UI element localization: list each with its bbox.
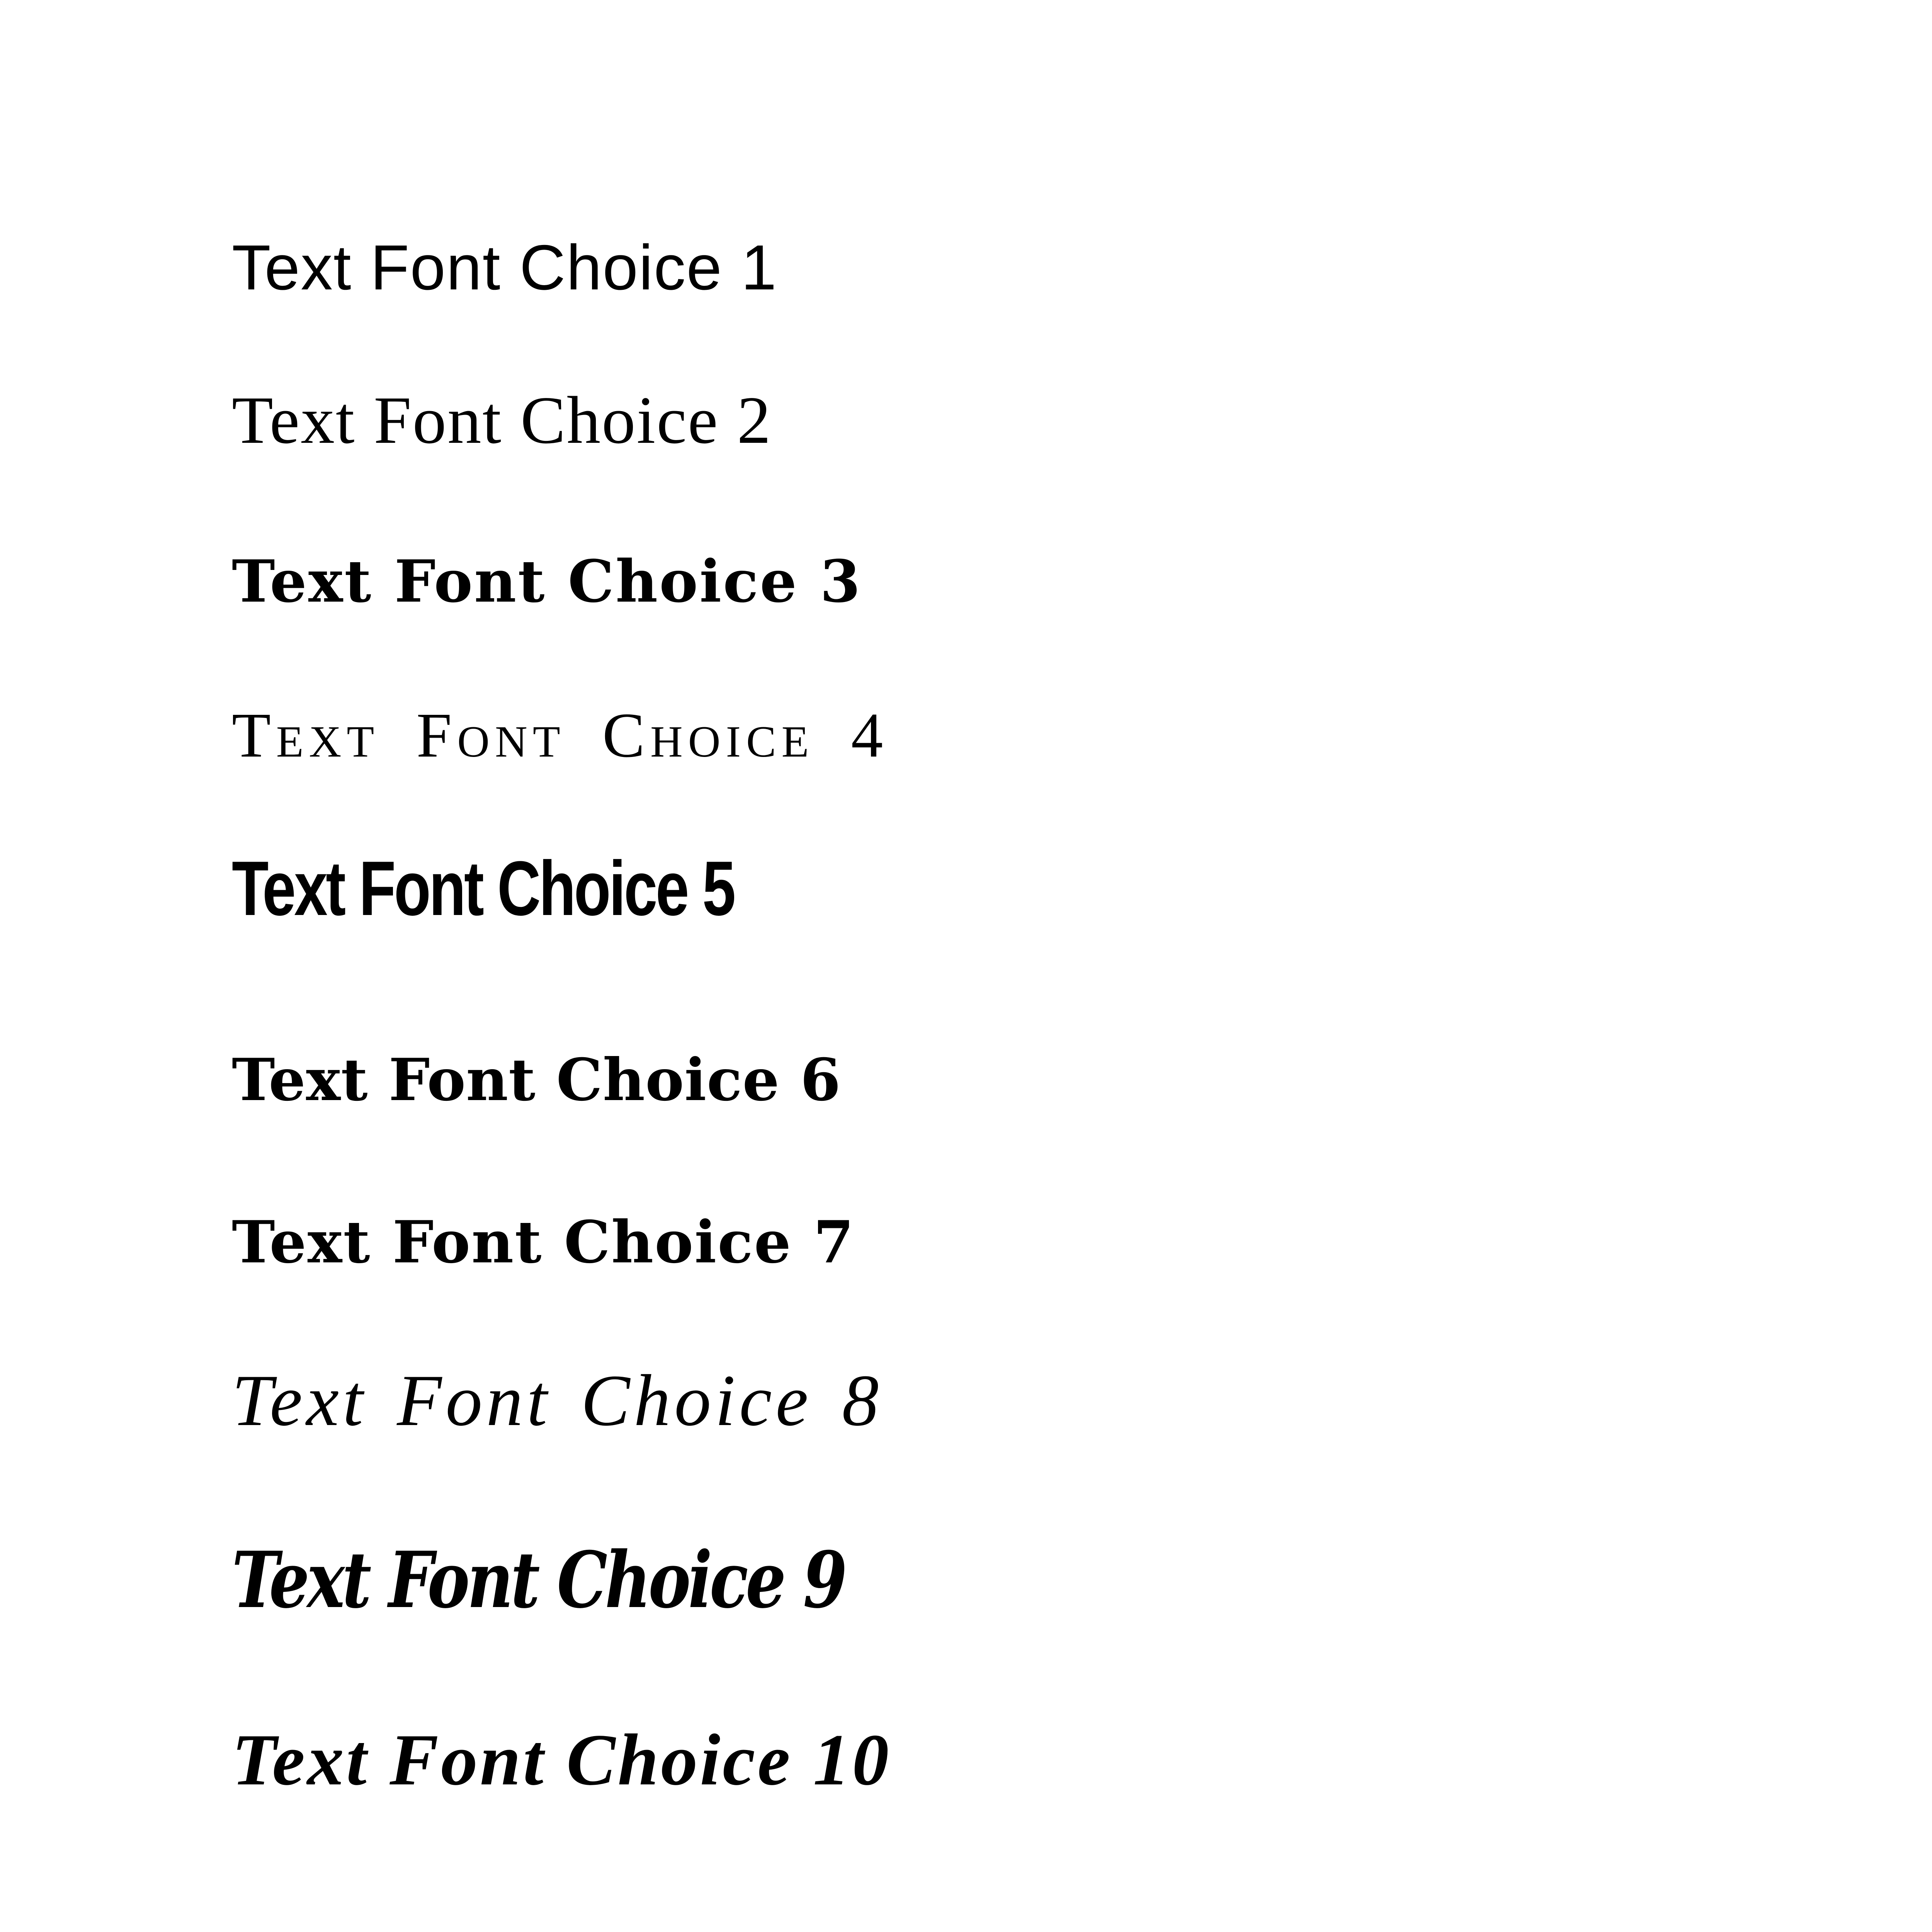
font-sample-7: Text Font Choice 7 bbox=[232, 1208, 855, 1276]
font-sample-2: Text Font Choice 2 bbox=[232, 383, 772, 457]
font-sample-3: Text Font Choice 3 bbox=[232, 548, 862, 616]
font-sample-6: Text Font Choice 6 bbox=[232, 1046, 841, 1114]
font-sample-4: Text Font Choice 4 bbox=[232, 700, 889, 770]
font-sample-5: Text Font Choice 5 bbox=[232, 845, 734, 932]
font-sample-8: Text Font Choice 8 bbox=[232, 1360, 883, 1441]
font-sample-10: Text Font Choice 10 bbox=[232, 1719, 891, 1801]
font-sample-9: Text Font Choice 9 bbox=[232, 1535, 845, 1626]
font-sample-1: Text Font Choice 1 bbox=[232, 232, 777, 303]
